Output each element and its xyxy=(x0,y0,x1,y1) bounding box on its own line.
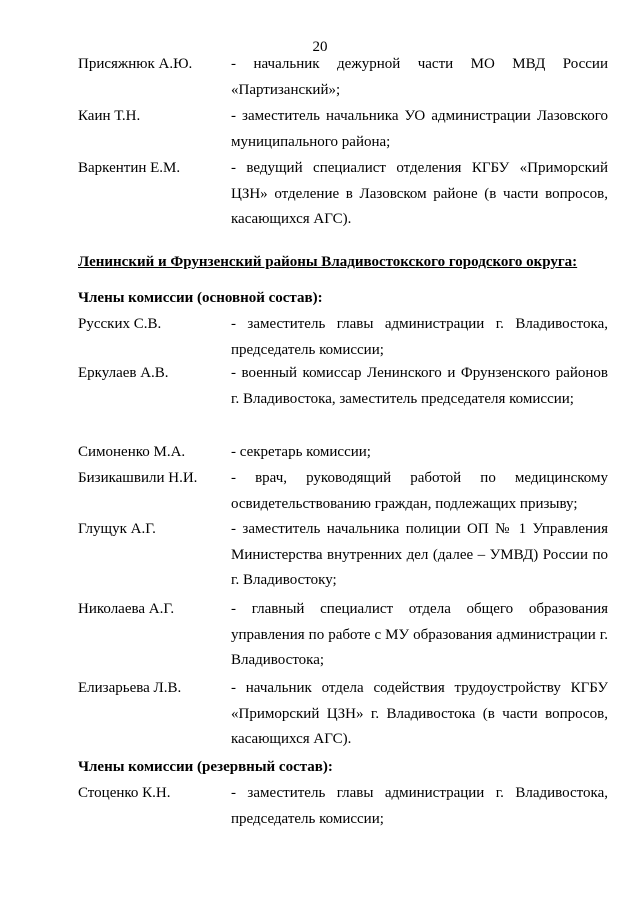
member-entry xyxy=(78,781,608,832)
member-role: - начальник дежурной части МО МВД России «Партизанский»; xyxy=(231,56,608,98)
member-entry xyxy=(78,676,608,753)
member-name: Николаева А.Г. xyxy=(78,601,175,617)
member-name: Варкентин Е.М. xyxy=(78,160,181,176)
member-role: - главный специалист отдела общего образования управления по работе с МУ образования администрации г. Владивостока; xyxy=(231,601,608,668)
member-role: - заместитель начальника УО администрации Лазовского муниципального района; xyxy=(231,108,608,150)
member-role: - заместитель главы администрации г. Владивостока, председатель комиссии; xyxy=(231,785,608,827)
member-name: Елизарьева Л.В. xyxy=(78,680,182,696)
section-title: Ленинский и Фрунзенский районы Владивостокского городского округа: xyxy=(78,254,578,270)
member-entry xyxy=(78,156,608,233)
member-role: - начальник отдела содействия трудоустройству КГБУ «Приморский ЦЗН» г. Владивостока (в части вопросов, касающихся АГС). xyxy=(231,680,608,747)
member-entry xyxy=(78,361,608,412)
member-role: - заместитель главы администрации г. Владивостока, председатель комиссии; xyxy=(231,316,608,358)
member-name: Стоценко К.Н. xyxy=(78,785,171,801)
main-composition-heading: Члены комиссии (основной состав): xyxy=(78,290,323,306)
member-name: Присяжнюк А.Ю. xyxy=(78,56,193,72)
member-role: - военный комиссар Ленинского и Фрунзенского районов г. Владивостока, заместитель председателя комиссии; xyxy=(231,365,608,407)
page-number: 20 xyxy=(312,39,328,55)
member-entry xyxy=(78,440,608,466)
member-name: Каин Т.Н. xyxy=(78,108,141,124)
member-name: Бизикашвили Н.И. xyxy=(78,470,198,486)
member-entry xyxy=(78,466,608,517)
member-entry xyxy=(78,597,608,674)
member-entry xyxy=(78,104,608,155)
member-name: Симоненко М.А. xyxy=(78,444,186,460)
reserve-composition-heading: Члены комиссии (резервный состав): xyxy=(78,759,333,775)
member-role: - врач, руководящий работой по медицинскому освидетельствованию граждан, подлежащих призыву; xyxy=(231,470,608,512)
member-name: Еркулаев А.В. xyxy=(78,365,169,381)
member-name: Русских С.В. xyxy=(78,316,162,332)
member-entry xyxy=(78,517,608,594)
member-role: - ведущий специалист отделения КГБУ «Приморский ЦЗН» отделение в Лазовском районе (в части вопросов, касающихся АГС). xyxy=(231,160,608,227)
member-entry xyxy=(78,52,608,103)
member-entry xyxy=(78,312,608,363)
member-role: - заместитель начальника полиции ОП № 1 Управления Министерства внутренних дел (далее – УМВД) России по г. Владивостоку; xyxy=(231,521,608,588)
member-name: Глущук А.Г. xyxy=(78,521,156,537)
member-role: - секретарь комиссии; xyxy=(231,444,371,460)
